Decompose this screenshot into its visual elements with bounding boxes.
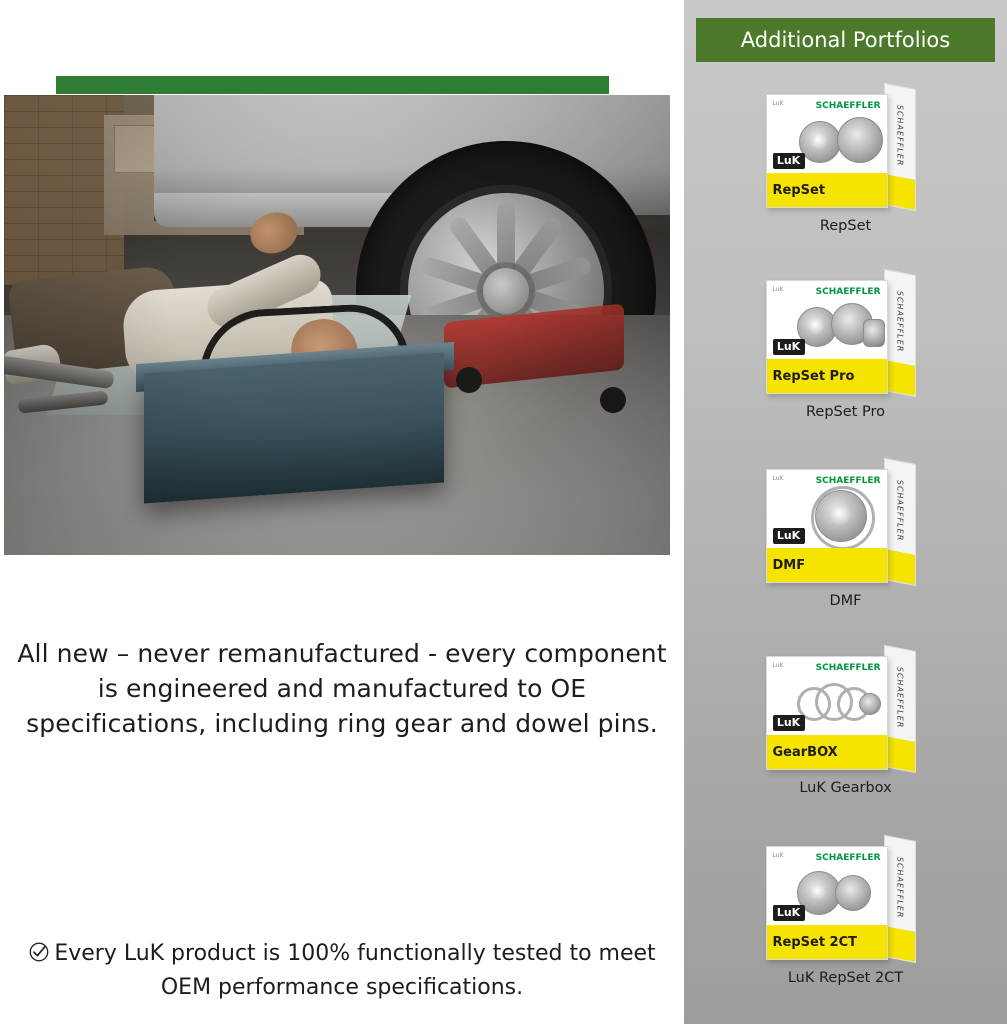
- repset-2ct-icon: [797, 865, 881, 921]
- box-front-panel: [766, 846, 888, 960]
- ring-gear: [811, 486, 875, 550]
- box-side-brand: SCHAEFFLER: [895, 478, 904, 543]
- product-item-gearbox[interactable]: [684, 648, 1007, 796]
- clutch-disc-hub: [811, 133, 827, 149]
- clutch-kit-pro-icon: [797, 299, 881, 355]
- luk-logo: LuK: [773, 715, 805, 731]
- box-product-label: RepSet: [772, 183, 826, 198]
- second-clutch-disc: [835, 875, 871, 911]
- pressure-plate: [837, 117, 883, 163]
- box-front-panel: [766, 656, 888, 770]
- product-caption: DMF: [829, 593, 862, 609]
- clutch-disc-hub: [808, 318, 824, 334]
- box-side-yellow-band: [885, 926, 915, 962]
- hero-photo-mechanic: [4, 95, 670, 555]
- guarantee-text: [0, 938, 684, 1003]
- box-top-left-mark: LuK: [772, 475, 784, 482]
- schaeffler-logo: SCHAEFFLER: [815, 287, 881, 297]
- box-side-yellow-band: [885, 736, 915, 772]
- schaeffler-logo: SCHAEFFLER: [815, 476, 881, 486]
- gearbox-bearings-icon: [797, 675, 881, 731]
- product-caption: RepSet Pro: [806, 404, 885, 420]
- luk-logo: LuK: [773, 905, 805, 921]
- box-top-left-mark: LuK: [772, 852, 784, 859]
- box-front-panel: [766, 280, 888, 394]
- box-top-left-mark: LuK: [772, 286, 784, 293]
- box-side-panel: [884, 835, 916, 963]
- product-caption: LuK Gearbox: [799, 780, 892, 796]
- luk-logo: LuK: [773, 153, 805, 169]
- product-caption: LuK RepSet 2CT: [787, 970, 904, 986]
- box-side-yellow-band: [885, 549, 915, 585]
- schaeffler-logo: SCHAEFFLER: [815, 101, 881, 111]
- box-side-brand: SCHAEFFLER: [895, 289, 904, 354]
- additional-portfolios-panel: [684, 0, 1007, 1024]
- slave-cylinder: [863, 319, 885, 347]
- check-circle-icon: [28, 941, 50, 972]
- portfolios-header: [696, 18, 995, 62]
- product-item-repset[interactable]: [684, 86, 1007, 234]
- box-top-left-mark: LuK: [772, 662, 784, 669]
- headline-text: All new – never remanufactured - every component is engineered and manufactured to OE specifications, including ring gear and dowel pins.: [17, 639, 667, 738]
- box-product-label: RepSet Pro: [772, 369, 855, 384]
- box-front-panel: [766, 469, 888, 583]
- box-product-label: GearBOX: [772, 745, 838, 760]
- box-side-yellow-band: [885, 360, 915, 396]
- product-box: [766, 648, 926, 776]
- box-front-panel: [766, 94, 888, 208]
- box-top-left-mark: LuK: [772, 100, 784, 107]
- clutch-kit-icon: [797, 113, 881, 169]
- luk-logo: LuK: [773, 339, 805, 355]
- luk-logo: LuK: [773, 528, 805, 544]
- box-side-yellow-band: [885, 174, 915, 210]
- product-box: [766, 272, 926, 400]
- box-side-panel: [884, 83, 916, 211]
- green-accent-bar: [56, 76, 609, 94]
- product-box: [766, 86, 926, 214]
- box-product-label: RepSet 2CT: [772, 935, 858, 950]
- product-item-repset-2ct[interactable]: [684, 838, 1007, 986]
- guarantee-label: Every LuK product is 100% functionally tested to meet OEM performance specifications.: [54, 941, 656, 1000]
- product-item-dmf[interactable]: [684, 461, 1007, 609]
- clutch-disc-hub: [810, 884, 826, 900]
- gear-part: [859, 693, 881, 715]
- product-box: [766, 838, 926, 966]
- schaeffler-logo: SCHAEFFLER: [815, 853, 881, 863]
- portfolios-header-label: Additional Portfolios: [740, 28, 951, 52]
- box-side-panel: [884, 645, 916, 773]
- product-item-repset-pro[interactable]: [684, 272, 1007, 420]
- box-side-brand: SCHAEFFLER: [895, 103, 904, 168]
- photo-vignette: [4, 95, 670, 555]
- box-product-label: DMF: [772, 558, 806, 573]
- product-caption: RepSet: [819, 218, 872, 234]
- dual-mass-flywheel-icon: [797, 488, 881, 544]
- box-side-panel: [884, 458, 916, 586]
- box-side-panel: [884, 269, 916, 397]
- box-side-brand: SCHAEFFLER: [895, 855, 904, 920]
- schaeffler-logo: SCHAEFFLER: [815, 663, 881, 673]
- product-box: [766, 461, 926, 589]
- box-side-brand: SCHAEFFLER: [895, 665, 904, 730]
